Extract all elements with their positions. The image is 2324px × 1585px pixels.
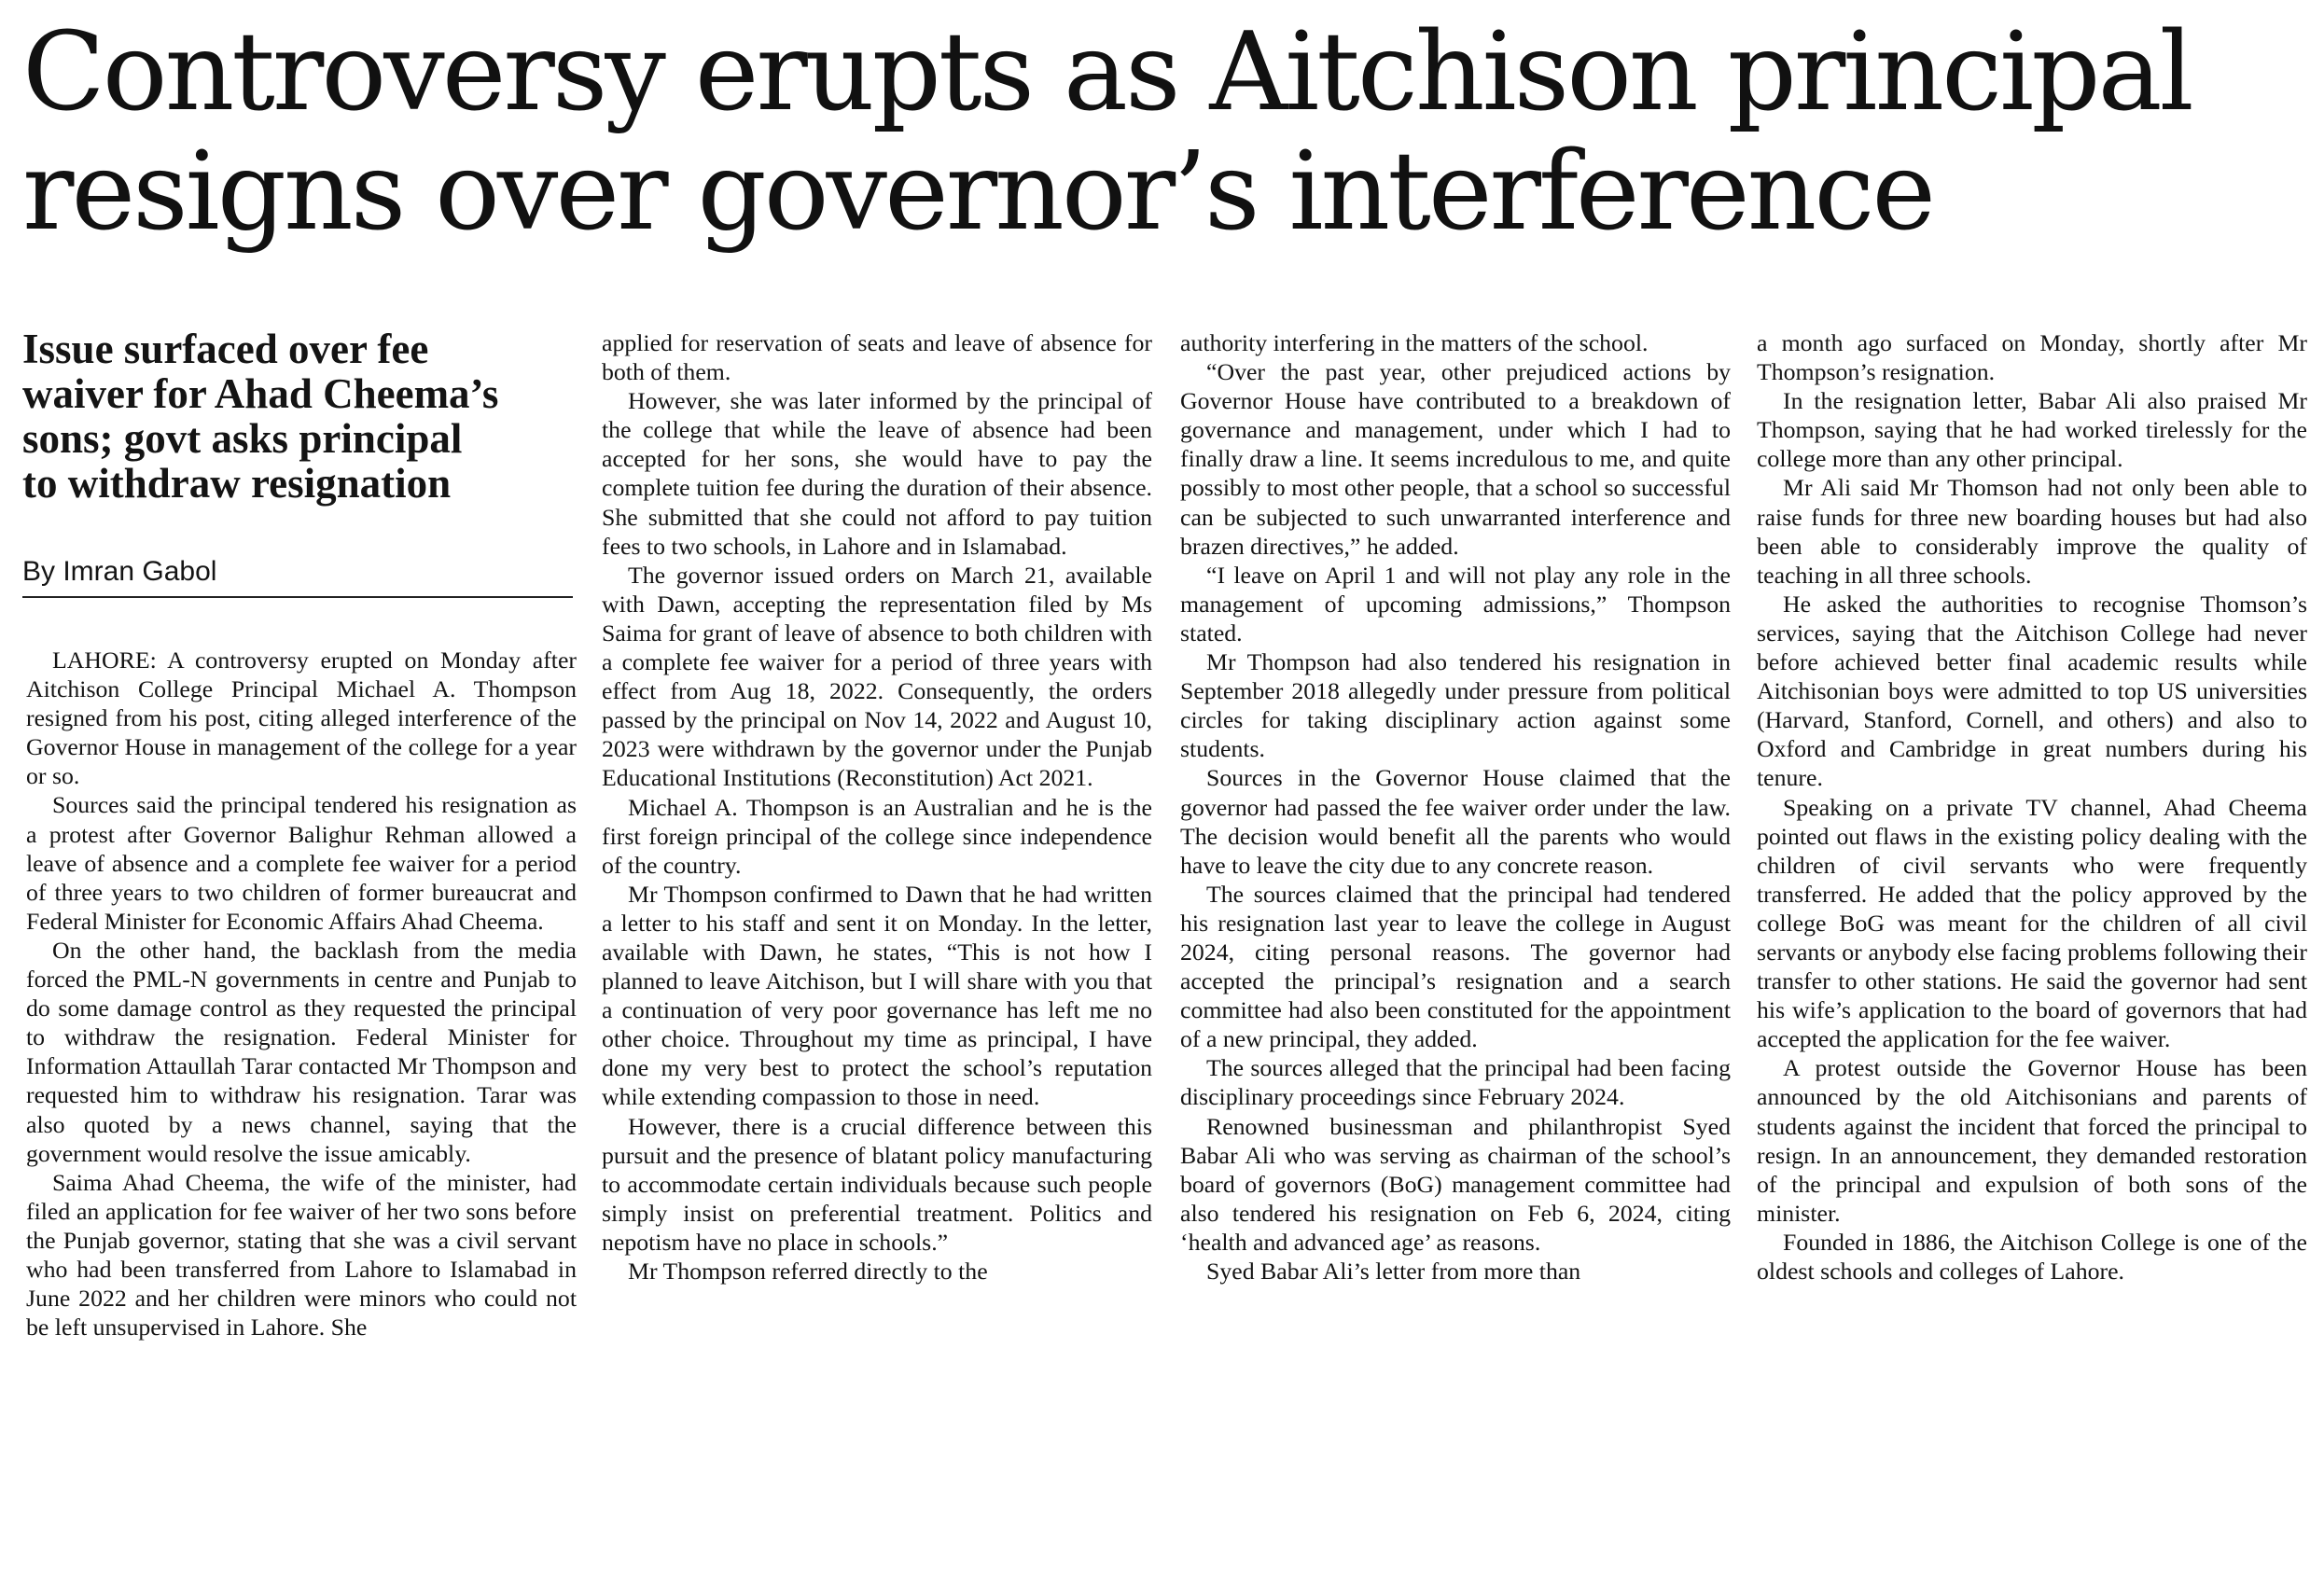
paragraph: He asked the authorities to recognise Thomson’s services, saying that the Aitchison College had never before achieved better final academic results while Aitchisonian boys were admitted to top US universities (Harvard, Stanford, Cornell, and others) and also to Oxford and Cambridge in great numbers during his tenure. [1757,590,2307,792]
paragraph: In the resignation letter, Babar Ali also praised Mr Thompson, saying that he had worked tirelessly for the college more than any other principal. [1757,387,2307,473]
paragraph: “Over the past year, other prejudiced actions by Governor House have contributed to a breakdown of governance and management, under which I had to finally draw a line. It seems incredulous to me, and quite possibly to most other people, that a school so successful can be subjected to such unwarranted interference and brazen directives,” he added. [1180,358,1731,560]
paragraph: However, she was later informed by the principal of the college that while the leave of absence had been accepted for her sons, she would have to pay the complete tuition fee during the duration of their absence. She submitted that she could not afford to pay tuition fees to two schools, in Lahore and in Islamabad. [602,387,1152,560]
paragraph: A protest outside the Governor House has been announced by the old Aitchisonians and parents of students against the incident that forced the principal to resign. In an announcement, they demanded restoration of the principal and expulsion of both sons of the minister. [1757,1054,2307,1227]
headline-line-1: Controversy erupts as Aitchison principal [22,9,2192,135]
subhead-line: waiver for Ahad Cheema’s [22,370,499,417]
paragraph: Mr Thompson had also tendered his resignation in September 2018 allegedly under pressure from political circles for taking disciplinary action against some students. [1180,648,1731,763]
paragraph: Mr Ali said Mr Thomson had not only been able to raise funds for three new boarding houses but had also been able to considerably improve the quality of teaching in all three schools. [1757,474,2307,589]
paragraph: Mr Thompson referred directly to the [628,1258,988,1285]
byline: By Imran Gabol [22,556,217,587]
paragraph: Saima Ahad Cheema, the wife of the minister, had filed an application for fee waiver of her two sons before the Punjab governor, stating that she was a civil servant who had been transferred from Lahore to Islamabad in June 2022 and her children were minors who could not be left unsupervised in Lahore. She [26,1168,577,1342]
paragraph: Renowned businessman and philanthropist Syed Babar Ali who was serving as chairman of the school’s board of governors (BoG) management committee had also tendered his resignation on Feb 6, 2024, citing ‘health and advanced age’ as reasons. [1180,1112,1731,1256]
subhead-line: Issue surfaced over fee [22,326,429,372]
paragraph: LAHORE: A controversy erupted on Monday after Aitchison College Principal Michael A. Thompson resigned from his post, citing alleged interference of the Governor House in management of the college for a year or so. [26,647,577,790]
article-column-2 [602,328,1152,1578]
subhead-line: sons; govt asks principal [22,415,463,462]
paragraph-continued: a month ago surfaced on Monday, shortly after Mr Thompson’s resignation. [1757,329,2307,386]
paragraph: Mr Thompson confirmed to Dawn that he had written a letter to his staff and sent it on Monday. In the letter, available with Dawn, he states, “This is not how I planned to leave Aitchison, but I will share with you that a continuation of very poor governance has left me no other choice. Throughout my time as principal, I have done my very best to protect the school’s reputation while extending compassion to those in need. [602,880,1152,1111]
subheadline [22,327,573,506]
byline-divider [22,596,573,598]
article-column-3 [1180,328,1731,1578]
paragraph: The sources claimed that the principal had tendered his resignation last year to leave the college in August 2024, citing personal reasons. The governor had accepted the principal’s resignation and a search committee had also been constituted for the appointment of a new principal, they added. [1180,880,1731,1053]
paragraph-continued: applied for reservation of seats and leave of absence for both of them. [602,329,1152,386]
paragraph: Founded in 1886, the Aitchison College is one of the oldest schools and colleges of Lahore. [1757,1228,2307,1285]
headline-line-2: resigns over governor’s interference [22,129,1933,255]
paragraph: The sources alleged that the principal had been facing disciplinary proceedings since February 2024. [1180,1054,1731,1111]
paragraph: Syed Babar Ali’s letter from more than [1206,1258,1581,1285]
paragraph: Michael A. Thompson is an Australian and he is the first foreign principal of the college since independence of the country. [602,793,1152,879]
paragraph: On the other hand, the backlash from the media forced the PML-N governments in centre and Punjab to do some damage control as they requested the principal to withdraw the resignation. Federal Minister for Information Attaullah Tarar contacted Mr Thompson and requested him to withdraw his resignation. Tarar was also quoted by a news channel, saying that the government would resolve the issue amicably. [26,936,577,1167]
paragraph: However, there is a crucial difference between this pursuit and the presence of blatant policy manufacturing to accommodate certain individuals because such people simply insist on preferential treatment. Politics and nepotism have no place in schools.” [602,1112,1152,1256]
article-column-1 [26,646,577,1575]
paragraph-continued: authority interfering in the matters of the school. [1180,329,1649,356]
subhead-line: to withdraw resignation [22,460,452,507]
paragraph: Sources said the principal tendered his resignation as a protest after Governor Balighur Rehman allowed a leave of absence and a complete fee waiver for a period of three years to two children of former bureaucrat and Federal Minister for Economic Affairs Ahad Cheema. [26,791,577,935]
paragraph: Sources in the Governor House claimed that the governor had passed the fee waiver order under the law. The decision would benefit all the parents who would have to leave the city due to any concrete reason. [1180,764,1731,879]
paragraph: “I leave on April 1 and will not play any role in the management of upcoming admissions,” Thompson stated. [1180,561,1731,647]
article-column-4 [1757,328,2307,1578]
paragraph: The governor issued orders on March 21, available with Dawn, accepting the representation filed by Ms Saima for grant of leave of absence to both children with a complete fee waiver for a period of three years with effect from Aug 18, 2022. Consequently, the orders passed by the principal on Nov 14, 2022 and August 10, 2023 were withdrawn by the governor under the Punjab Educational Institutions (Reconstitution) Act 2021. [602,561,1152,792]
headline [22,9,2308,255]
paragraph: Speaking on a private TV channel, Ahad Cheema pointed out flaws in the existing policy dealing with the children of civil servants who were frequently transferred. He added that the policy approved by the college BoG was meant for the children of all civil servants or anybody else facing problems following their transfer to other stations. He said the governor had sent his wife’s application to the board of governors that had accepted the application for the fee waiver. [1757,793,2307,1053]
